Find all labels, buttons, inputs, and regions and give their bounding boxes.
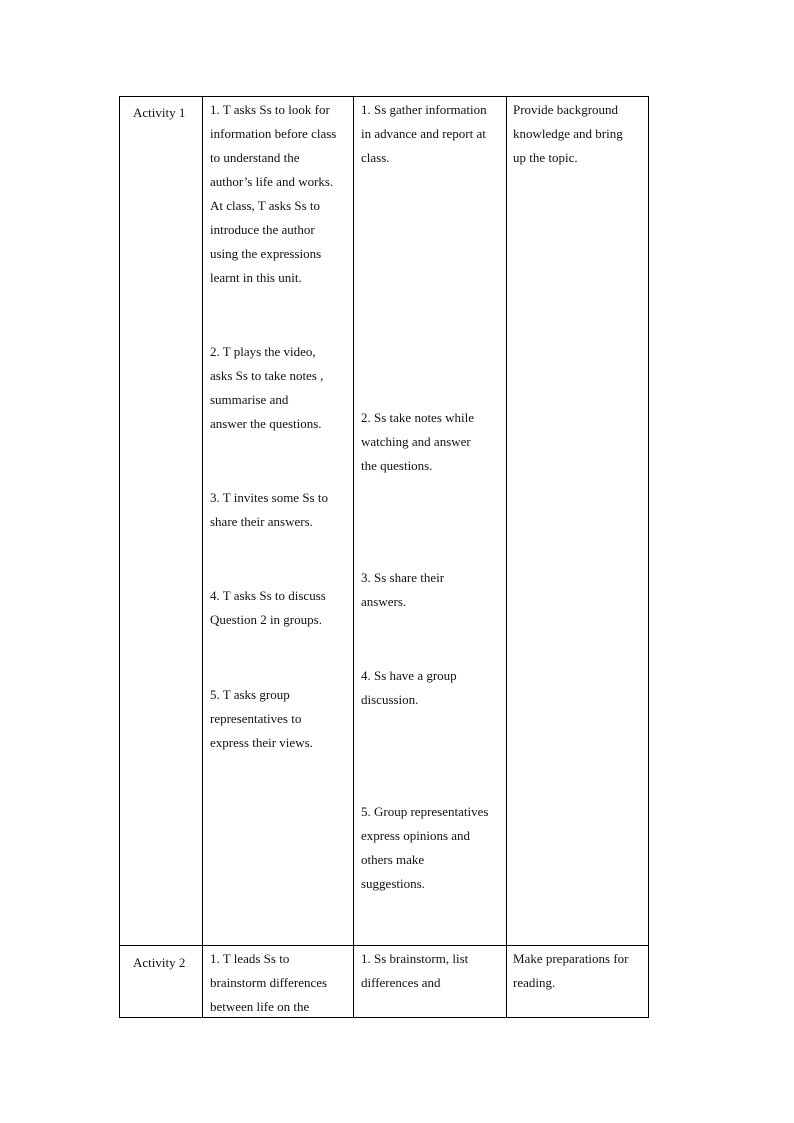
student-step-3: 3. Ss share their answers. [361, 570, 445, 609]
column-divider [506, 97, 507, 1017]
teacher-step-1: 1. T leads Ss to brainstorm differences between life on the [210, 951, 328, 1014]
student-step-5: 5. Group representatives express opinions and others make suggestions. [361, 804, 489, 891]
purpose-text: Make preparations for reading. [513, 951, 629, 990]
purpose-text: Provide background knowledge and bring up the topic. [513, 102, 623, 165]
teacher-step-4: 4. T asks Ss to discuss Question 2 in groups. [210, 588, 326, 627]
column-divider [202, 97, 203, 1017]
student-step-1: 1. Ss brainstorm, list differences and [361, 951, 469, 990]
teacher-step-5: 5. T asks group representatives to express their views. [210, 687, 313, 750]
activity-label: Activity 1 [133, 105, 186, 120]
student-step-4: 4. Ss have a group discussion. [361, 668, 457, 707]
teacher-step-3: 3. T invites some Ss to share their answers. [210, 490, 328, 529]
activity-label: Activity 2 [133, 955, 186, 970]
teacher-step-1: 1. T asks Ss to look for information before class to understand the author’s life and works. At class, T asks Ss to introduce the author using the expressions learnt in this unit. [210, 102, 337, 285]
lesson-plan-table [119, 96, 649, 1018]
student-step-2: 2. Ss take notes while watching and answer the questions. [361, 410, 475, 473]
teacher-step-2: 2. T plays the video, asks Ss to take notes , summarise and answer the questions. [210, 344, 324, 431]
student-step-1: 1. Ss gather information in advance and report at class. [361, 102, 487, 165]
column-divider [353, 97, 354, 1017]
row-divider [120, 945, 648, 946]
